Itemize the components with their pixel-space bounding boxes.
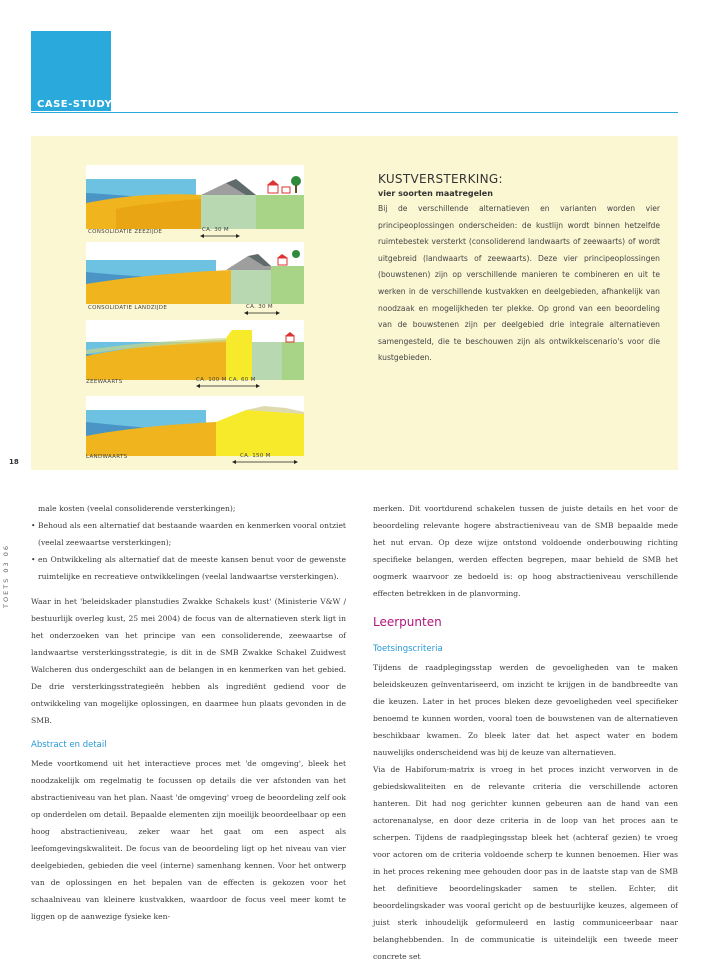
diagram-1-caption: CONSOLIDATIE ZEEZIJDE xyxy=(88,229,163,235)
strategy-list xyxy=(31,517,346,585)
diagram-2-measure: CA. 30 M xyxy=(246,304,273,310)
left-paragraph-1: Waar in het 'beleidskader planstudies Zwakke Schakels kust' (Ministerie V&W / bestuurlijk overleg kust, 25 mei 2004) de focus van de alternatieven sterk ligt in het onderzoeken van het principe van een consoliderende, zeewaartse of landwaartse versterkingsstrategie, is dit in de SMB Zwakke Schakel Zuidwest Walcheren dus ondergeschikt aan de belangen in en kenmerken van het gebied. De drie versterkingsstrategieën hebben als ingrediënt gediend voor de ontwikkeling van mogelijke oplossingen, en daarmee hun plaats gevonden in de SMB. xyxy=(31,597,346,725)
list-item: • en Ontwikkeling als alternatief dat de meeste kansen benut voor de gewenste ruimtelijke en recreatieve ontwikkelingen (veelal landwaartse versterkingen). xyxy=(31,551,346,585)
cross-section-4 xyxy=(86,396,304,456)
section-heading-abstract: Abstract en detail xyxy=(31,740,107,750)
diagram-3-caption: ZEEWAARTS xyxy=(86,379,123,385)
infobox-title: KUSTVERSTERKING: xyxy=(378,172,503,186)
diagram-1-measure: CA. 30 M xyxy=(202,227,229,233)
cross-section-3 xyxy=(86,320,304,380)
left-column xyxy=(31,500,346,925)
diagram-landwaarts xyxy=(86,396,304,460)
right-paragraph-2: Tijdens de raadplegingsstap werden de gevoeligheden van te maken beleidskeuzen geïnventariseerd, om inzicht te krijgen in de bandbreedte van die keuzen. Later in het proces bleken deze gevoeligheden veel specifieker benoemd te kunnen worden, vooral toen de bouwstenen van de alternatieven beschikbaar kwamen. Zo bleek later dat het aspect water en bodem nauwelijks onderscheidend was bij de keuze van alternatieven. xyxy=(373,663,678,757)
left-intro: male kosten (veelal consoliderende versterkingen); xyxy=(38,504,236,513)
cross-section-2 xyxy=(86,242,304,304)
diagram-4-measure: CA. 150 M xyxy=(240,453,271,459)
measure-arrow-1 xyxy=(200,233,240,239)
case-study-label: CASE-STUDY xyxy=(37,99,113,110)
diagram-consolidatie-zeezijde xyxy=(86,165,304,229)
infobox-body: Bij de verschillende alternatieven en varianten worden vier principeoplossingen onderscheiden: de kustlijn wordt binnen hetzelfde ruimtebestek versterkt (consoliderend landwaarts of zeewaarts) of wordt uitgebreid (landwaarts of zeewaarts). Deze vier principeoplossingen (bouwstenen) zijn op verschillende manieren te combineren en uit te werken in de verschillende kustvakken en deelgebieden, afhankelijk van noodzaak en mogelijkheden ter plekke. Op grond van een beoordeling van de bouwstenen zijn per deelgebied drie integrale alternatieven samengesteld, die te beschouwen zijn als ontwikkelscenario's voor die kustgebieden. xyxy=(378,204,660,363)
cross-section-1 xyxy=(86,165,304,229)
diagram-3-measure: CA. 100 M CA. 60 M xyxy=(196,377,256,383)
header-rule xyxy=(31,112,678,113)
right-paragraph-1: merken. Dit voortdurend schakelen tussen de juiste details en het voor de beoordeling relevante hogere abstractieniveau van de SMB bepaalde mede het nut ervan. Op deze wijze ontstond voldoende onderbouwing richting specifieke belangen, werden effecten begrepen, maar behield de SMB het oogmerk waarvoor ze bedoeld is: op hoog abstractieniveau verschillende effecten betrekken in de planvorming. xyxy=(373,504,678,598)
right-paragraph-3: Via de Habiforum-matrix is vroeg in het proces inzicht verworven in de gebiedskwaliteiten en de relevante criteria die verschillende actoren hanteren. Dit had nog gerichter kunnen gebeuren aan de hand van een actorenanalyse, en door deze criteria in de loop van het proces aan te scherpen. Tijdens de raadplegingsstap bleek het (achteraf gezien) te vroeg voor actoren om de criteria voldoende scherp te kunnen benoemen. Hier was in het proces rekening mee gehouden door pas in de laatste stap van de SMB het definitieve beoordelingskader samen te stellen. Echter, dit beoordelingskader was vooral gericht op de bestuurlijke keuzes, algemeen of juist sterk inhoudelijk geformuleerd en lastig communiceerbaar naar belanghebbenden. In de communicatie is uiteindelijk een tweede meer concrete set xyxy=(373,765,678,961)
measure-arrow-4 xyxy=(232,459,298,465)
diagram-2-caption: CONSOLIDATIE LANDZIJDE xyxy=(88,305,168,311)
infobox-subtitle: vier soorten maatregelen xyxy=(378,189,493,198)
measure-arrow-3 xyxy=(196,383,260,389)
side-label: TOETS 03 06 xyxy=(2,544,10,608)
subheading-toetsingscriteria: Toetsingscriteria xyxy=(373,644,443,654)
measure-arrow-2 xyxy=(244,310,280,316)
diagram-4-caption: LANDWAARTS xyxy=(86,454,128,460)
section-heading-leerpunten: Leerpunten xyxy=(373,615,442,629)
left-paragraph-2: Mede voortkomend uit het interactieve proces met 'de omgeving', bleek het noodzakelijk om regelmatig te focussen op details die ver afstonden van het abstractieniveau van het plan. Naast 'de omgeving' vroeg de beoordeling zelf ook op onderdelen om detail. Bepaalde elementen zijn moeilijk beoordeelbaar op een hoog abstractieniveau, zeker waar het gaat om een aspect als leefomgevingskwaliteit. De focus van de beoordeling ligt op het niveau van vier deelgebieden, gebieden die veel (interne) samenhang kennen. Voor het ontwerp van de oplossingen en het bepalen van de effecten is gekozen voor het schaalniveau van kleinere kustvakken, waardoor de focus veel meer komt te liggen op de aanwezige fysieke ken- xyxy=(31,759,346,921)
diagram-consolidatie-landzijde xyxy=(86,242,304,306)
page-number: 18 xyxy=(9,458,19,466)
right-column xyxy=(373,500,678,965)
list-item: • Behoud als een alternatief dat bestaande waarden en kenmerken vooral ontziet (veelal zeewaartse versterkingen); xyxy=(31,517,346,551)
diagram-zeewaarts xyxy=(86,320,304,384)
